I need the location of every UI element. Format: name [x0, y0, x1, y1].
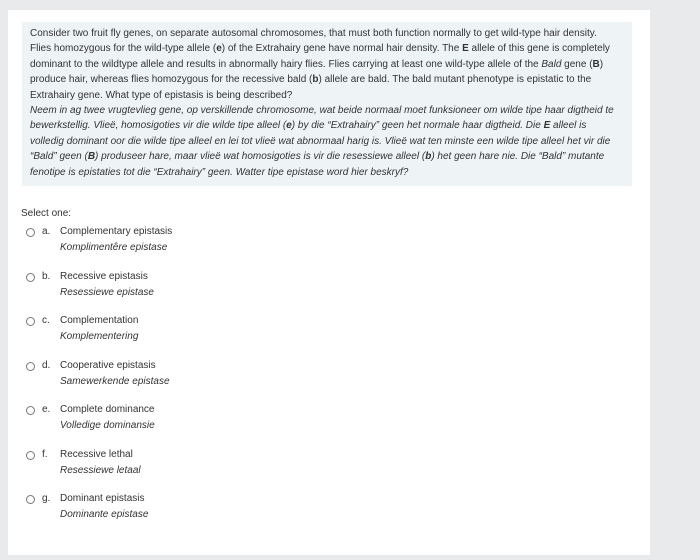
radio-button[interactable] [26, 406, 35, 415]
option-letter: d. [42, 359, 51, 371]
radio-button[interactable] [26, 451, 35, 460]
option-label[interactable]: Complementary epistasis [60, 226, 173, 237]
option-letter: g. [42, 493, 51, 504]
option-translation[interactable]: Volledige dominansie [60, 420, 155, 431]
question-card [8, 10, 650, 555]
question-text [22, 22, 632, 186]
radio-button[interactable] [26, 362, 35, 371]
question-english: Consider two fruit fly genes, on separate autosomal chromosomes, that must both function normally to get wild-type hair density. Flies homozygous for the wild-type allele (e) of the Extrahairy gene have normal hair density. The E allele of this gene is completely dominant to the wildtype allele and results in abnormally hairy flies. Flies carrying at least one wild-type allele of the Bald gene (B) produce hair, whereas flies homozygous for the recessive bald (b) allele are bald. The bald mutant phenotype is epistatic to the Extrahairy gene. What type of epistasis is being described? [30, 28, 610, 101]
question-afrikaans: Neem in ag twee vrugtevlieg gene, op verskillende chromosome, wat beide normaal moet funksioneer om wilde tipe haar digtheid te bewerkstellig. Vlieë, homosigoties vir die wilde tipe alleel (e) by die “Extrahairy” geen het normale haar digtheid. Die E alleel is volledig dominant oor die wilde tipe alleel en lei tot vlieë wat abnormaal harig is. Vlieë wat ten minste een wilde tipe alleel het vir die “Bald” geen (B) produseer hare, maar vlieë wat homosigoties is vir die resessiewe alleel (b) het geen hare nie. Die “Bald” mutante fenotipe is epistaties tot die “Extrahairy” geen. Watter tipe epistase word hier beskryf? [30, 105, 614, 178]
option-translation[interactable]: Dominante epistase [60, 509, 149, 520]
option-translation[interactable]: Samewerkende epistase [60, 375, 170, 387]
option-translation[interactable]: Resessiewe epistase [60, 286, 154, 298]
radio-button[interactable] [26, 317, 35, 326]
option-label[interactable]: Cooperative epistasis [60, 359, 156, 371]
option-translation[interactable]: Komplimentêre epistase [60, 242, 168, 253]
option-letter: b. [42, 270, 51, 282]
radio-button[interactable] [26, 228, 35, 237]
option-label[interactable]: Complete dominance [60, 404, 155, 415]
option-translation[interactable]: Komplementering [60, 331, 139, 342]
radio-button[interactable] [26, 273, 35, 282]
option-letter: c. [42, 315, 50, 326]
option-label[interactable]: Recessive epistasis [60, 270, 148, 282]
option-label[interactable]: Complementation [60, 315, 139, 326]
option-label[interactable]: Dominant epistasis [60, 493, 145, 504]
option-letter: e. [42, 404, 51, 415]
option-letter: a. [42, 226, 51, 237]
radio-button[interactable] [26, 495, 35, 504]
option-letter: f. [42, 448, 48, 460]
option-label[interactable]: Recessive lethal [60, 448, 133, 460]
option-translation[interactable]: Resessiewe letaal [60, 464, 141, 476]
select-one-label: Select one: [21, 208, 72, 219]
